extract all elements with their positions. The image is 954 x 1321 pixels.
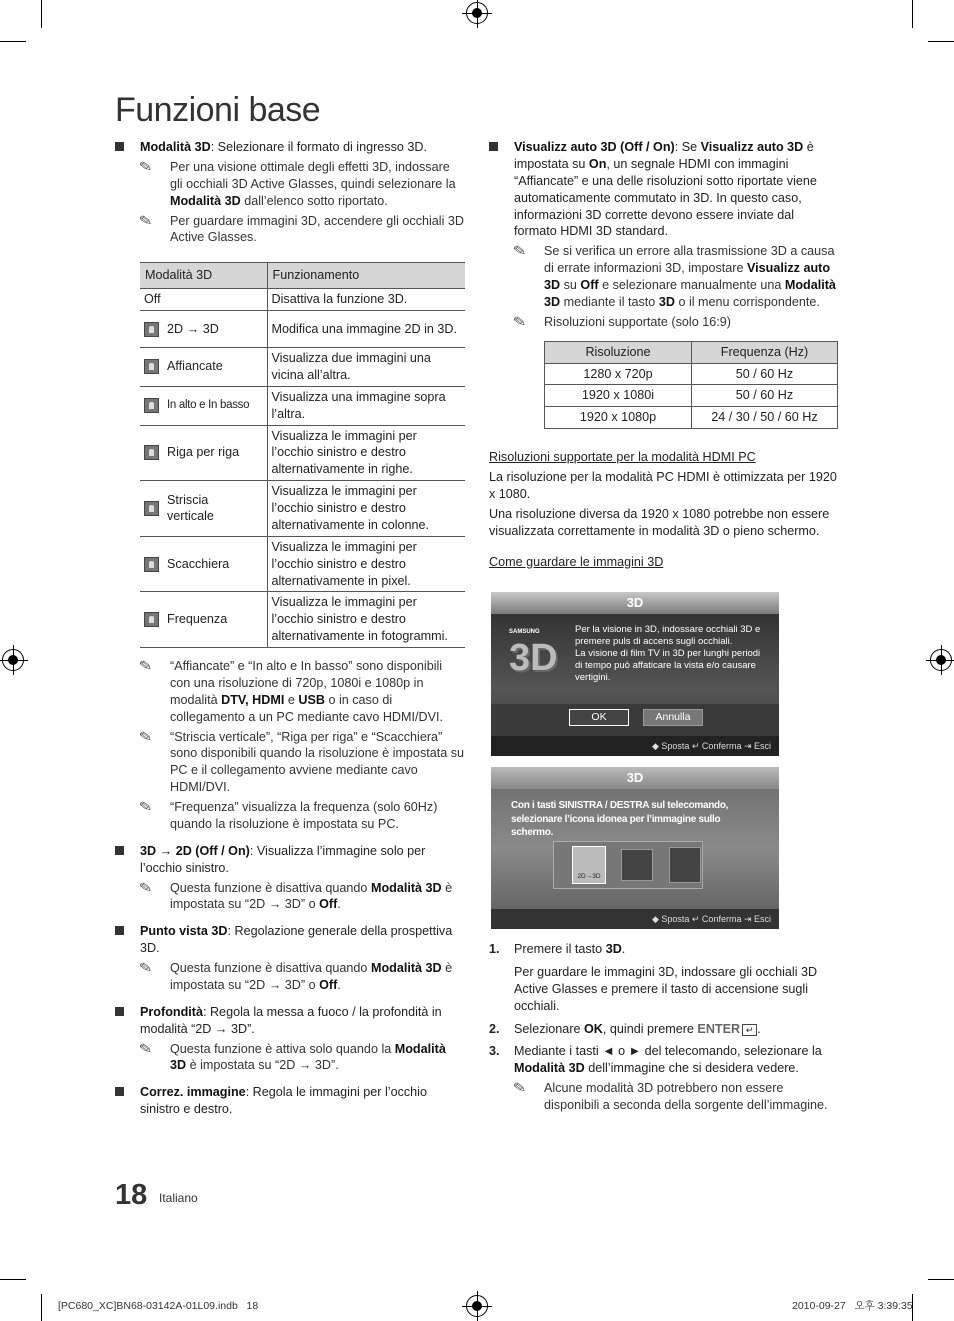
note-bold: Modalità 3D	[370, 880, 442, 895]
step-3	[489, 1043, 839, 1114]
mode-name: Affiancate	[167, 359, 223, 374]
note-text: o il menu corrispondente.	[678, 294, 820, 309]
res-cell: 1920 x 1080p	[545, 407, 692, 429]
mode-name: 2D → 3D	[167, 321, 219, 336]
note-bold: DTV, HDMI	[221, 692, 285, 707]
bullet-text: : Selezionare il formato di ingresso 3D.	[210, 140, 427, 154]
bullet-square-icon	[115, 846, 124, 855]
note-text: “Striscia verticale”, “Riga per riga” e “Scacchiera” sono disponibili quando la risoluzione è impostata su PC e il collegamento avviene mediante cavo HDMI/DVI.	[170, 729, 465, 795]
mode-name: Off	[144, 292, 161, 307]
step-number: 2.	[489, 1021, 500, 1036]
bullet-label: 3D → 2D (Off / On)	[140, 843, 250, 858]
left-column	[115, 139, 465, 1124]
mode-side-by-side-icon	[144, 359, 159, 374]
mode-name: Scacchiera	[167, 556, 230, 571]
mode-cell	[140, 592, 267, 648]
registration-mark-icon	[466, 2, 488, 24]
bullet-punto-vista	[115, 923, 465, 994]
bullet-square-icon	[115, 926, 124, 935]
pencil-note-icon: ✎	[138, 960, 153, 975]
bullet-visualizz-auto	[489, 139, 839, 331]
registration-mark-icon	[2, 649, 24, 671]
note: ✎ Questa funzione è disattiva quando Modalità 3D è impostata su “2D → 3D” o Off.	[138, 879, 453, 912]
osd-title: 3D	[491, 767, 779, 789]
note	[514, 1080, 839, 1114]
mode-cell	[140, 536, 267, 592]
crop-mark	[41, 0, 42, 28]
mode-cell	[140, 289, 267, 311]
bullet-text: : Visualizza l’immagine solo per l’occhio sinistro.	[140, 843, 426, 875]
mode-name: Frequenza	[167, 612, 228, 627]
bullet-text: : Regolazione generale della prospettiva 3D.	[140, 924, 453, 956]
note	[140, 159, 465, 210]
bullet-profondita	[115, 1004, 465, 1075]
bullet-label: Modalità 3D	[140, 140, 211, 154]
osd-footer: ◆ Sposta ↵ Conferma ⇥ Esci	[491, 909, 779, 929]
note-bold: Modalità 3D	[370, 961, 442, 975]
pencil-note-icon: ✎	[512, 313, 527, 329]
file-info: [PC680_XC]BN68-03142A-01L09.indb 18	[58, 1300, 259, 1312]
resolution-table	[544, 341, 838, 430]
mode-cell	[140, 425, 267, 481]
bullet-square-icon	[115, 1087, 124, 1096]
note-bold: Off	[319, 977, 338, 992]
crop-mark	[928, 41, 954, 42]
table-row	[140, 425, 465, 481]
note-text: e selezionare manualmente una	[602, 278, 782, 292]
table-header: Modalità 3D	[140, 263, 267, 289]
freq-cell: 50 / 60 Hz	[692, 385, 838, 407]
freq-cell: 24 / 30 / 50 / 60 Hz	[692, 407, 838, 429]
osd-3d-mode-selector	[491, 767, 779, 929]
bullet-3d-2d	[115, 843, 465, 914]
desc-cell: Visualizza due immagini una vicina all’altra.	[267, 348, 465, 387]
table-row	[545, 407, 838, 429]
res-cell: 1280 x 720p	[545, 363, 692, 385]
bullet-correz-immagine	[115, 1084, 465, 1118]
note	[140, 1041, 465, 1075]
modes-table	[140, 262, 465, 648]
mode-checkerboard-icon	[144, 557, 159, 572]
table-row	[140, 348, 465, 387]
bullet-modalita-3d	[115, 139, 465, 246]
osd-button-row	[491, 704, 779, 736]
table-row	[140, 386, 465, 425]
note-text: e	[287, 692, 295, 707]
note	[514, 314, 839, 331]
ok-button[interactable]: OK	[569, 709, 629, 726]
pencil-note-icon: ✎	[512, 1080, 527, 1096]
crop-mark	[0, 41, 26, 42]
table-header: Funzionamento	[267, 263, 465, 289]
bullet-text: : Regola la messa a fuoco / la profondità in modalità “2D → 3D”.	[140, 1004, 442, 1036]
table-header: Frequenza (Hz)	[692, 341, 838, 363]
step-1: 1. Premere il tasto 3D. Per guardare le immagini 3D, indossare gli occhiali 3D Active Glasses e premere il tasto di accensione sugli occhiali.	[489, 941, 839, 1015]
desc-cell: Visualizza le immagini per l’occhio sinistro e destro alternativamente in fotogrammi.	[267, 592, 465, 648]
samsung-3d-logo	[509, 628, 561, 686]
osd-footer: ◆ Sposta ↵ Conferma ⇥ Esci	[491, 736, 779, 756]
mode-vertical-stripe-icon	[144, 501, 159, 516]
note-bold: USB	[298, 692, 325, 707]
registration-mark-icon	[930, 649, 952, 671]
note-text: su	[563, 278, 577, 292]
mode-name: Riga per riga	[167, 445, 240, 460]
note-bold: Off	[319, 897, 338, 912]
mode-top-bottom-icon	[144, 398, 159, 413]
desc-cell: Modifica una immagine 2D in 3D.	[267, 311, 465, 348]
step-bold: 3D	[605, 942, 622, 956]
pencil-note-icon: ✎	[138, 658, 153, 673]
osd-message: Con i tasti SINISTRA / DESTRA sul telecomando, selezionare l’icona idonea per l’immagine sullo schermo.	[511, 800, 729, 838]
section-heading: Come guardare le immagini 3D	[489, 554, 664, 569]
mode-2d-3d-button[interactable]	[572, 846, 606, 884]
paragraph: Una risoluzione diversa da 1920 x 1080 potrebbe non essere visualizzata correttamente in modalità 3D o pieno schermo.	[489, 506, 830, 538]
note-text: Questa funzione è disattiva quando	[170, 880, 368, 895]
step-number: 3.	[489, 1044, 500, 1059]
note-text: Per una visione ottimale degli effetti 3D, indossare gli occhiali 3D Active Glasses, quindi selezionare la	[170, 159, 456, 191]
step-text: dell’immagine che si desidera vedere.	[588, 1061, 799, 1076]
section-heading: Risoluzioni supportate per la modalità HDMI PC	[489, 450, 756, 465]
step-number: 1.	[489, 942, 500, 956]
paragraph: La risoluzione per la modalità PC HDMI è ottimizzata per 1920 x 1080.	[489, 470, 837, 501]
desc-cell: Visualizza le immagini per l’occhio sinistro e destro alternativamente in righe.	[267, 425, 465, 481]
note-text: o in caso di collegamento a un PC mediante cavo HDMI/DVI.	[170, 692, 443, 724]
crop-mark	[0, 1279, 26, 1280]
mode-name: Striscia verticale	[167, 492, 214, 524]
table-row	[140, 592, 465, 648]
bullet-text: , un segnale HDMI con immagini “Affiancate” e una delle risoluzioni sotto riportate viene automaticamente commutato in 3D. In questo caso, informazioni 3D corrette devono essere inviate dal formato HDMI 3D standard.	[514, 156, 817, 239]
enter-key-icon: ↵	[742, 1024, 757, 1036]
print-date: 2010-09-27 오후 3:39:35	[792, 1300, 913, 1312]
step-text: Mediante i tasti ◄ o ► del telecomando, selezionare la	[514, 1044, 822, 1059]
bullet-square-icon	[115, 142, 124, 151]
note-bold: Off	[580, 278, 599, 292]
note-text: è impostata su “2D → 3D” o	[170, 880, 453, 912]
osd-title: 3D	[491, 592, 779, 614]
table-row	[140, 311, 465, 348]
step-2: 2. Selezionare OK, quindi premere ENTER ↵ .	[489, 1021, 761, 1036]
step-bold: Modalità 3D	[514, 1061, 585, 1076]
bullet-text: è impostata su	[514, 140, 814, 171]
mode-top-bottom-button[interactable]	[669, 847, 701, 883]
note-text: è impostata su “2D → 3D”.	[189, 1058, 339, 1073]
logo-3d: 3D	[509, 637, 558, 680]
note-text: mediante il tasto	[563, 294, 656, 309]
osd-3d-warning-screen	[491, 592, 779, 756]
pencil-note-icon: ✎	[138, 728, 153, 744]
bullet-bold: Visualizz auto 3D	[700, 140, 804, 154]
crop-mark	[912, 0, 913, 28]
desc-cell: Disattiva la funzione 3D.	[267, 289, 465, 311]
note-text: dall’elenco sotto riportato.	[244, 193, 388, 208]
logo-brand: SAMSUNG	[509, 629, 540, 635]
note-bold: Modalità 3D	[544, 278, 836, 309]
osd-message	[575, 624, 765, 683]
mode-name: In alto e In basso	[167, 398, 250, 411]
pencil-note-icon: ✎	[138, 1040, 153, 1056]
pencil-note-icon: ✎	[512, 243, 527, 259]
note: ✎ Questa funzione è disattiva quando Modalità 3D è impostata su “2D → 3D” o Off.	[138, 960, 453, 992]
mode-cell	[140, 311, 267, 348]
note-text: “Affiancate” e “In alto e In basso” sono disponibili con una risoluzione di 720p, 1080i e 1080p in modalità	[170, 659, 443, 707]
freq-cell: 50 / 60 Hz	[692, 363, 838, 385]
bullet-label: Correz. immagine	[140, 1085, 246, 1100]
note-bold: Modalità 3D	[170, 193, 241, 208]
mode-icon-label: 2D→3D	[577, 873, 601, 880]
pencil-note-icon: ✎	[138, 799, 153, 814]
desc-cell: Visualizza le immagini per l’occhio sinistro e destro alternativamente in colonne.	[267, 481, 465, 537]
note-text: Risoluzioni supportate (solo 16:9)	[544, 314, 731, 329]
bullet-text: : Regola le immagini per l’occhio sinistro e destro.	[140, 1085, 427, 1117]
note	[140, 213, 465, 247]
step-bold: ENTER	[697, 1021, 741, 1036]
cancel-button[interactable]: Annulla	[643, 709, 703, 726]
mode-frequency-icon	[144, 612, 159, 627]
step-text: Selezionare	[514, 1021, 581, 1036]
pencil-note-icon: ✎	[138, 158, 153, 174]
osd-msg-line: La visione di film TV in 3D per lunghi periodi di tempo può affaticare la vista e/o causare vertigini.	[575, 647, 761, 683]
mode-line-by-line-icon	[144, 445, 159, 460]
note-text: Alcune modalità 3D potrebbero non essere disponibili a seconda della sorgente dell’immagine.	[544, 1081, 828, 1112]
language-label: Italiano	[159, 1191, 198, 1205]
registration-mark-icon	[466, 1295, 488, 1317]
mode-2d-3d-icon	[144, 322, 159, 337]
note-text: Questa funzione è disattiva quando	[170, 961, 368, 975]
step-paragraph: Per guardare le immagini 3D, indossare gli occhiali 3D Active Glasses e premere il tasto di accensione sugli occhiali.	[514, 964, 818, 1013]
note-text: “Frequenza” visualizza la frequenza (solo 60Hz) quando la risoluzione è impostata su PC.	[170, 800, 438, 831]
bullet-label: Visualizz auto 3D (Off / On)	[514, 140, 675, 154]
bullet-text: : Se	[674, 140, 698, 154]
note	[514, 243, 839, 311]
mode-side-by-side-button[interactable]	[621, 849, 653, 881]
note-bold: Modalità 3D	[170, 1041, 446, 1073]
bullet-label: Punto vista 3D	[140, 924, 228, 939]
desc-cell: Visualizza una immagine sopra l’altra.	[267, 386, 465, 425]
mode-cell	[140, 386, 267, 425]
note-text: Se si verifica un errore alla trasmissione 3D a causa di errate informazioni 3D, impostare	[544, 244, 835, 276]
desc-cell: Visualizza le immagini per l’occhio sinistro e destro alternativamente in pixel.	[267, 536, 465, 592]
note-text: Questa funzione è attiva solo quando la	[170, 1041, 392, 1056]
table-row	[140, 289, 465, 311]
note	[140, 799, 465, 833]
table-row	[545, 363, 838, 385]
note-text: è impostata su “2D → 3D” o	[170, 961, 453, 992]
step-text: Premere il tasto	[514, 942, 603, 956]
note	[140, 729, 465, 797]
note-bold: Visualizz auto 3D	[544, 261, 831, 292]
step-text: , quindi premere	[602, 1021, 694, 1036]
bullet-label: Profondità	[140, 1004, 203, 1019]
table-row	[140, 481, 465, 537]
page-title: Funzioni base	[115, 91, 321, 129]
page-number: 18	[115, 1179, 148, 1211]
bullet-square-icon	[115, 1007, 124, 1016]
steps	[489, 941, 839, 1120]
osd-msg-line: Per la visione in 3D, indossare occhiali 3D e premere puls di accens sugli occhiali.	[575, 624, 761, 647]
pencil-note-icon: ✎	[138, 879, 153, 895]
res-cell: 1920 x 1080i	[545, 385, 692, 407]
mode-cell	[140, 348, 267, 387]
step-bold: OK	[584, 1021, 603, 1036]
table-row	[545, 385, 838, 407]
pencil-note-icon: ✎	[138, 212, 153, 228]
table-header: Risoluzione	[545, 341, 692, 363]
note-text: Per guardare immagini 3D, accendere gli occhiali 3D Active Glasses.	[170, 213, 464, 245]
note	[140, 658, 465, 726]
crop-mark	[41, 1294, 42, 1321]
crop-mark	[928, 1279, 954, 1280]
table-row	[140, 536, 465, 592]
right-column	[489, 139, 839, 570]
bullet-square-icon	[489, 142, 498, 151]
mode-cell	[140, 481, 267, 537]
note-bold: 3D	[658, 294, 675, 309]
bullet-bold: On	[588, 156, 607, 171]
